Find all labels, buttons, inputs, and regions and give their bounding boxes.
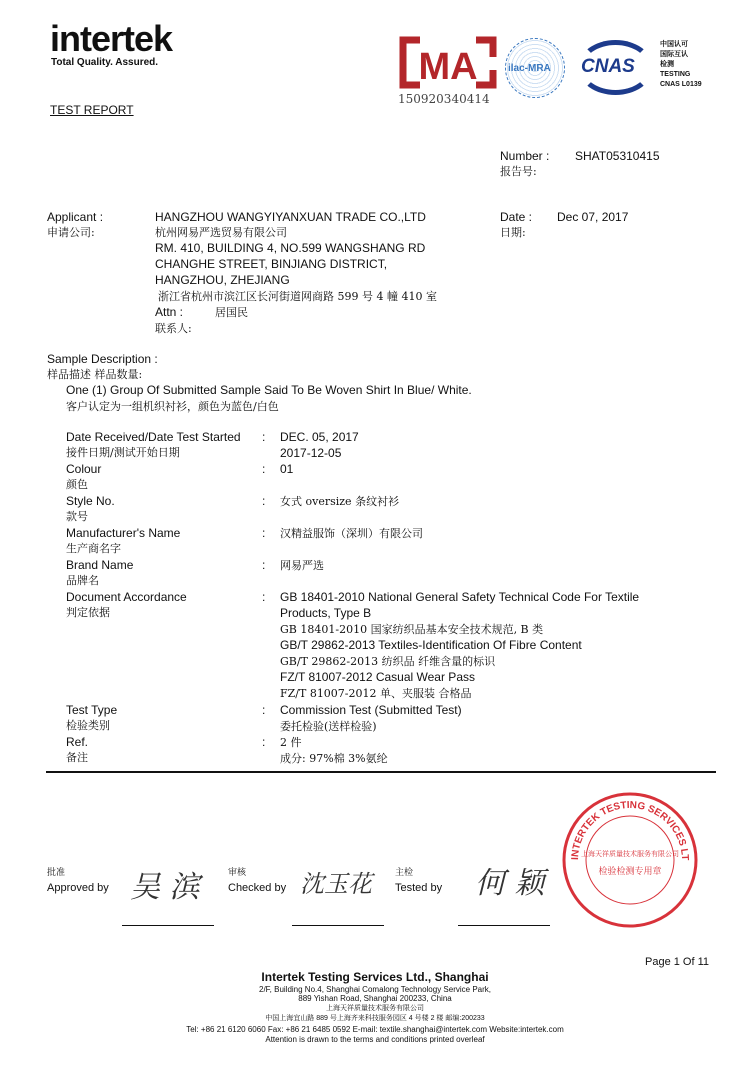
applicant-label-cn: 申请公司: <box>47 226 95 239</box>
footer-line: 889 Yishan Road, Shanghai 200233, China <box>298 994 452 1003</box>
attn-value: 居国民 <box>215 306 248 319</box>
cma-mark-icon <box>398 35 498 90</box>
field-value: 汉精益服饰（深圳）有限公司 <box>280 527 423 540</box>
company-seal-stamp <box>560 790 700 930</box>
sample-label-cn: 样品描述 样品数量: <box>47 368 143 381</box>
svg-text:检验检测专用章: 检验检测专用章 <box>598 867 662 877</box>
svg-text:INTERTEK TESTING SERVICES LTD.: INTERTEK TESTING SERVICES LT <box>569 799 691 861</box>
cma-logo <box>398 35 498 106</box>
field-colon: : <box>262 735 266 749</box>
ilac-mra-logo <box>505 38 565 98</box>
field-value: 01 <box>280 462 294 476</box>
applicant-line: 杭州网易严选贸易有限公司 <box>155 226 287 239</box>
report-number: SHAT05310415 <box>575 149 660 163</box>
field-label-cn: 判定依据 <box>66 606 110 619</box>
field-label: Brand Name <box>66 558 134 572</box>
svg-text:MA: MA <box>418 46 478 88</box>
footer-line: 上海天祥质量技术服务有限公司 <box>326 1005 424 1012</box>
field-value: 2 件 <box>280 736 302 749</box>
date-label: Date : <box>500 210 533 224</box>
field-label: Colour <box>66 462 102 476</box>
field-value: 委托检验(送样检验) <box>280 720 377 733</box>
cnas-line: 中国认可 <box>660 41 688 48</box>
seal-icon <box>560 790 700 930</box>
sample-description: One (1) Group Of Submitted Sample Said To Be Woven Shirt In Blue/ White. <box>66 383 472 397</box>
applicant-line: HANGZHOU WANGYIYANXUAN TRADE CO.,LTD <box>155 210 426 224</box>
field-value: DEC. 05, 2017 <box>280 430 359 444</box>
footer-line: 2/F, Building No.4, Shanghai Comalong Technology Service Park, <box>259 985 491 994</box>
approved-label: Approved by <box>47 882 109 894</box>
footer-attention: Attention is drawn to the terms and conditions printed overleaf <box>265 1035 485 1044</box>
cnas-text: CNAS <box>581 56 635 77</box>
field-label: Manufacturer's Name <box>66 526 181 540</box>
field-label: Test Type <box>66 703 118 717</box>
number-label: Number : <box>500 149 550 163</box>
attn-label-cn: 联系人: <box>155 322 192 335</box>
tested-label-cn: 主检 <box>395 868 414 878</box>
field-value: 成分: 97%棉 3%氨纶 <box>280 752 388 765</box>
sample-label: Sample Description : <box>47 352 158 366</box>
field-colon: : <box>262 526 266 540</box>
svg-text:上海天祥质量技术服务有限公司: 上海天祥质量技术服务有限公司 <box>581 850 679 858</box>
field-label: Ref. <box>66 735 89 749</box>
applicant-line: CHANGHE STREET, BINJIANG DISTRICT, <box>155 257 388 271</box>
applicant-label: Applicant : <box>47 210 104 224</box>
approved-label-cn: 批准 <box>47 868 66 878</box>
applicant-line: HANGZHOU, ZHEJIANG <box>155 273 290 287</box>
checked-label-cn: 审核 <box>228 868 247 878</box>
cnas-line: 国际互认 <box>660 51 688 58</box>
cnas-line: 检测 <box>660 61 674 68</box>
applicant-line: 浙江省杭州市滨江区长河街道网商路 599 号 4 幢 410 室 <box>158 290 437 303</box>
field-label-cn: 生产商名字 <box>66 542 121 555</box>
field-value: 网易严选 <box>280 559 324 572</box>
applicant-line: RM. 410, BUILDING 4, NO.599 WANGSHANG RD <box>155 241 426 255</box>
report-title: TEST REPORT <box>50 103 134 117</box>
signature-line <box>292 925 384 926</box>
attn-label: Attn : <box>155 305 184 319</box>
tested-signature: 何 颖 <box>475 866 545 901</box>
field-value: Commission Test (Submitted Test) <box>280 703 462 717</box>
field-label: Style No. <box>66 494 115 508</box>
page-number: Page 1 Of 11 <box>645 956 710 968</box>
field-colon: : <box>262 558 266 572</box>
field-label-cn: 备注 <box>66 751 88 764</box>
report-date: Dec 07, 2017 <box>557 210 629 224</box>
checked-signature: 沈玉花 <box>300 870 372 898</box>
cnas-logo <box>578 40 653 95</box>
field-value: FZ/T 81007-2012 单、夹服装 合格品 <box>280 687 472 700</box>
field-label: Date Received/Date Test Started <box>66 430 241 444</box>
date-label-cn: 日期: <box>500 226 526 239</box>
cnas-line: CNAS L0139 <box>660 81 702 88</box>
divider <box>46 771 716 773</box>
tagline: Total Quality. Assured. <box>51 57 159 68</box>
field-colon: : <box>262 703 266 717</box>
field-colon: : <box>262 590 266 604</box>
footer-line: 中国上海宜山路 889 号上海齐来科技服务园区 4 号楼 2 楼 邮编:200233 <box>265 1015 485 1022</box>
sample-description-cn: 客户认定为一组机织衬衫，颜色为蓝色/白色 <box>66 400 279 413</box>
tested-label: Tested by <box>395 882 443 894</box>
field-value: GB/T 29862-2013 纺织品 纤维含量的标识 <box>280 655 496 668</box>
field-value: 女式 oversize 条纹衬衫 <box>280 495 400 508</box>
field-label-cn: 接件日期/测试开始日期 <box>66 446 180 459</box>
field-value: 2017-12-05 <box>280 446 342 460</box>
intertek-logo: intertek <box>50 18 173 59</box>
cma-number: 150920340414 <box>398 92 490 106</box>
field-label-cn: 颜色 <box>66 478 88 491</box>
footer-contact: Tel: +86 21 6120 6060 Fax: +86 21 6485 0592 E-mail: textile.shanghai@intertek.com Website:intertek.com <box>186 1025 564 1034</box>
number-label-cn: 报告号: <box>500 165 537 178</box>
ilac-text: ilac-MRA <box>508 63 551 74</box>
signature-line <box>122 925 214 926</box>
field-value: GB/T 29862-2013 Textiles-Identification Of Fibre Content <box>280 638 582 652</box>
field-colon: : <box>262 494 266 508</box>
cnas-line: TESTING <box>660 71 691 78</box>
field-label-cn: 品牌名 <box>66 574 99 587</box>
signature-line <box>458 925 550 926</box>
checked-label: Checked by <box>228 882 287 894</box>
approved-signature: 吴 滨 <box>130 870 200 905</box>
field-label-cn: 款号 <box>66 510 88 523</box>
footer-company: Intertek Testing Services Ltd., Shanghai <box>261 970 489 984</box>
field-label-cn: 检验类别 <box>66 719 110 732</box>
field-colon: : <box>262 462 266 476</box>
field-colon: : <box>262 430 266 444</box>
field-value: FZ/T 81007-2012 Casual Wear Pass <box>280 670 475 684</box>
cnas-accreditation-text <box>660 40 702 90</box>
field-value: GB 18401-2010 国家纺织品基本安全技术规范, B 类 <box>280 623 544 636</box>
field-value: GB 18401-2010 National General Safety Technical Code For Textile <box>280 590 640 604</box>
field-label: Document Accordance <box>66 590 187 604</box>
field-value: Products, Type B <box>280 606 372 620</box>
